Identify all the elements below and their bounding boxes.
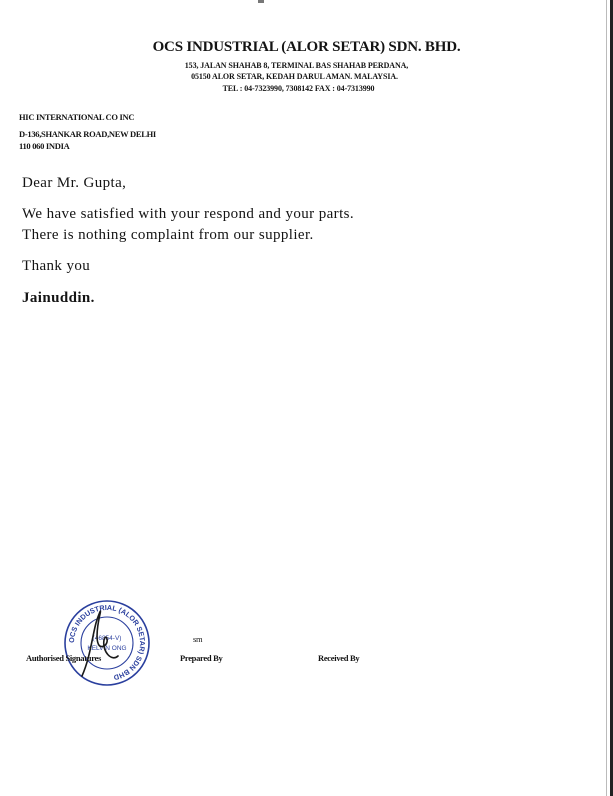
authorised-signatures-label: Authorised Signatures — [26, 653, 102, 663]
stamp-ring-text: OCS INDUSTRIAL (ALOR SETAR) SDN BHD — [66, 602, 148, 683]
stamp-signatory: KELVIN ONG — [87, 645, 127, 652]
received-by-label: Received By — [318, 653, 360, 663]
company-address-line1: 153, JALAN SHAHAB 8, TERMINAL BAS SHAHAB PERDANA, — [184, 61, 409, 70]
thanks-line: Thank you — [22, 258, 91, 274]
salutation: Dear Mr. Gupta, — [22, 175, 127, 191]
company-address-line2: 05150 ALOR SETAR, KEDAH DARUL AMAN. MALAYSIA. — [191, 72, 398, 81]
company-contact: TEL : 04-7323990, 7308142 FAX : 04-7313990 — [222, 84, 375, 93]
scan-edge-line — [606, 0, 607, 796]
addressee-address-line1: D-136,SHANKAR ROAD,NEW DELHI — [19, 129, 156, 139]
addressee-address-line2: 110 060 INDIA — [19, 141, 70, 151]
prepared-by-label: Prepared By — [180, 653, 223, 663]
addressee-name: HIC INTERNATIONAL CO INC — [19, 112, 135, 122]
initials: sm — [193, 634, 203, 644]
company-stamp — [62, 598, 152, 688]
signoff-name: Jainuddin. — [22, 290, 95, 306]
letter-paragraph-line2: There is nothing complaint from our supplier. — [22, 227, 314, 243]
stamp-reg-number: (46854-V) — [92, 635, 122, 642]
letter-paragraph-line1: We have satisfied with your respond and your parts. — [22, 206, 355, 222]
signature-scribble — [82, 611, 118, 676]
scan-mark — [258, 0, 264, 3]
company-name: OCS INDUSTRIAL (ALOR SETAR) SDN. BHD. — [152, 39, 461, 55]
